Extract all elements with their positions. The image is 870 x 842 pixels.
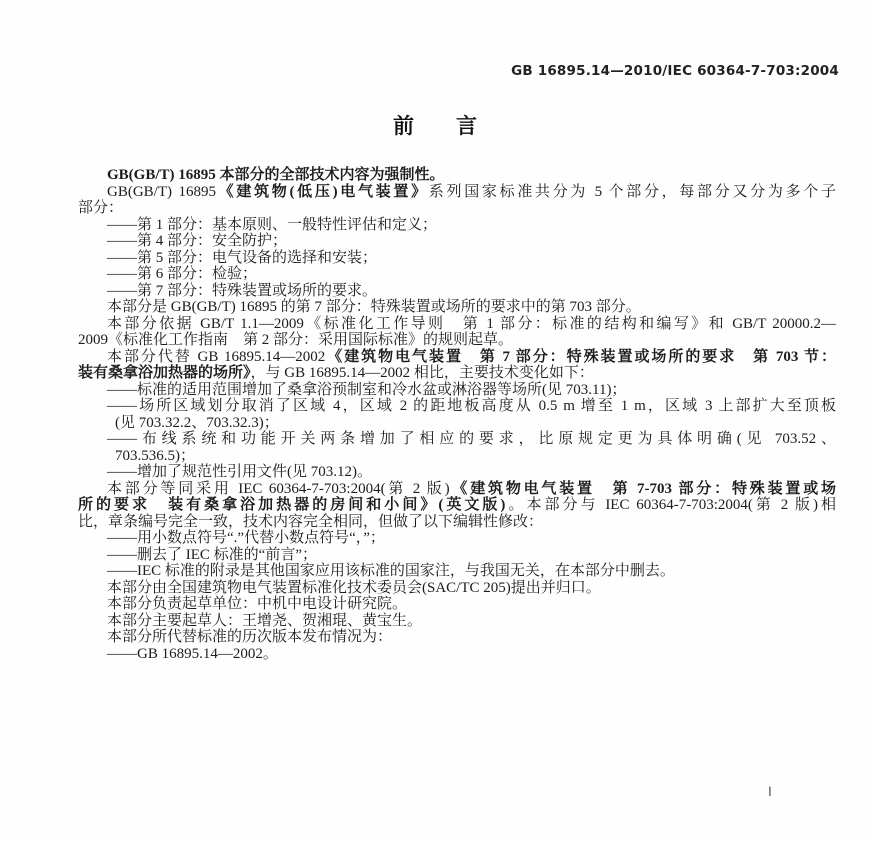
text-line <box>78 299 836 316</box>
dash-list-item <box>78 283 836 300</box>
text-run: 本部分负责起草单位：中机中电设计研究院。 <box>107 596 408 612</box>
text-line <box>107 464 836 481</box>
text-run: 。本部分与 IEC 60364-7-703:2004(第 2 版)相 <box>505 497 837 513</box>
paragraph <box>78 184 836 217</box>
dash-list-item <box>78 233 836 250</box>
page-number: Ⅰ <box>768 784 772 799</box>
dash-list-item <box>78 398 836 431</box>
bold-text-run: 装有桑拿浴加热器的场所》 <box>78 365 251 381</box>
text-run: 本部分是 GB(GB/T) 16895 的第 7 部分：特殊装置或场所的要求中的第 703 部分。 <box>107 299 641 315</box>
text-line <box>78 316 836 333</box>
text-run: ——第 6 部分：检验； <box>107 266 258 282</box>
text-line <box>107 530 836 547</box>
document-body <box>78 167 836 662</box>
text-run: 部分： <box>78 200 124 216</box>
text-line <box>107 431 836 448</box>
text-run: 本部分等同采用 IEC 60364-7-703:2004(第 2 版) <box>107 480 450 497</box>
paragraph <box>78 596 836 613</box>
dash-list-item <box>78 530 836 547</box>
text-line <box>107 282 836 300</box>
dash-list-item <box>78 464 836 481</box>
paragraph <box>78 580 836 597</box>
paragraph <box>78 167 836 184</box>
text-line <box>115 448 836 465</box>
dash-list-item <box>78 382 836 399</box>
dash-list-item <box>78 250 836 267</box>
bold-text-run: GB(GB/T) 16895 本部分的全部技术内容为强制性。 <box>107 167 445 183</box>
text-run: 2009《标准化工作指南 第 2 部分：采用国际标准》的规则起草。 <box>78 332 514 348</box>
text-run: ——IEC 标准的附录是其他国家应用该标准的国家注，与我国无关，在本部分中删去。 <box>107 563 675 579</box>
text-run: ——第 1 部分：基本原则、一般特性评估和定义； <box>107 216 438 233</box>
text-line <box>78 200 836 217</box>
text-run: ——删去了 IEC 标准的“前言”； <box>107 546 317 563</box>
bold-text-run: 《建筑物(低压)电气装置》 <box>215 183 429 200</box>
text-run: (见 703.32.2、703.32.3)； <box>115 414 279 431</box>
text-line <box>78 514 836 531</box>
standard-code-header: GB 16895.14—2010/IEC 60364-7-703:2004 <box>511 63 839 79</box>
text-line <box>78 596 836 613</box>
paragraph <box>78 349 836 382</box>
text-line <box>78 580 836 597</box>
text-run: ——标准的适用范围增加了桑拿浴预制室和冷水盆或淋浴器等场所(见 703.11)； <box>107 381 627 398</box>
text-run: 本部分主要起草人：王增尧、贺湘琨、黄宝生。 <box>107 612 423 629</box>
paragraph <box>78 613 836 630</box>
text-run: ，与 GB 16895.14—2002 相比，主要技术变化如下： <box>250 365 594 381</box>
text-line <box>78 332 836 349</box>
text-line <box>107 645 836 663</box>
text-line <box>107 398 836 415</box>
text-run: GB(GB/T) 16895 <box>107 183 216 200</box>
text-run: 本部分代替 GB 16895.14—2002 <box>107 348 326 365</box>
text-line <box>107 563 836 580</box>
paragraph <box>78 481 836 531</box>
text-run: 703.536.5)； <box>115 447 195 464</box>
text-line <box>115 415 836 432</box>
text-line <box>78 184 836 201</box>
text-run: 本部分所代替标准的历次版本发布情况为： <box>107 629 393 645</box>
text-run: ——用小数点符号“.”代替小数点符号“，”； <box>107 530 385 546</box>
text-run: ——增加了规范性引用文件(见 703.12)。 <box>107 464 372 480</box>
text-line <box>107 249 836 267</box>
bold-text-run: 所的要求 装有桑拿浴加热器的房间和小间》(英文版) <box>78 497 506 513</box>
dash-list-item <box>78 431 836 464</box>
text-line <box>107 381 836 399</box>
text-run: ——GB 16895.14—2002。 <box>107 645 278 662</box>
foreword-title: 前 言 <box>393 114 477 138</box>
text-line <box>78 629 836 646</box>
dash-list-item <box>78 217 836 234</box>
text-line <box>107 216 836 234</box>
text-run: 比，章条编号完全一致，技术内容完全相同，但做了以下编辑性修改： <box>78 513 544 530</box>
text-line <box>78 497 836 514</box>
paragraph <box>78 629 836 646</box>
dash-list-item <box>78 563 836 580</box>
dash-list-item <box>78 266 836 283</box>
text-run: 本部分由全国建筑物电气装置标准化技术委员会(SAC/TC 205)提出并归口。 <box>107 579 601 596</box>
bold-text-run: 《建筑物电气装置 第 7 部分：特殊装置或场所的要求 第 703 节： <box>325 348 836 365</box>
text-line <box>107 266 836 283</box>
text-line <box>78 365 836 382</box>
text-run: 本部分依据 GB/T 1.1—2009《标准化工作导则 第 1 部分：标准的结构和编写》和 GB/T 20000.2— <box>107 315 836 332</box>
text-run: ——场所区域划分取消了区域 4，区域 2 的距地板高度从 0.5 m 增至 1 m，区域 3 上部扩大至顶板 <box>107 398 836 414</box>
text-run: ——第 7 部分：特殊装置或场所的要求。 <box>107 282 378 299</box>
text-line <box>78 167 836 184</box>
text-run: 系列国家标准共分为 5 个部分，每部分又分为多个子 <box>428 183 836 200</box>
text-line <box>107 546 836 564</box>
bold-text-run: 《建筑物电气装置 第 7-703 部分：特殊装置或场 <box>449 480 837 497</box>
text-line <box>78 349 836 366</box>
dash-list-item <box>78 547 836 564</box>
text-run: ——布线系统和功能开关两条增加了相应的要求，比原规定更为具体明确(见 703.52、 <box>107 431 836 447</box>
paragraph <box>78 316 836 349</box>
text-line <box>78 613 836 630</box>
text-run: ——第 5 部分：电气设备的选择和安装； <box>107 249 378 266</box>
text-line <box>78 481 836 498</box>
dash-list-item <box>78 646 836 663</box>
text-run: ——第 4 部分：安全防护； <box>107 233 288 249</box>
paragraph <box>78 299 836 316</box>
text-line <box>107 233 836 250</box>
